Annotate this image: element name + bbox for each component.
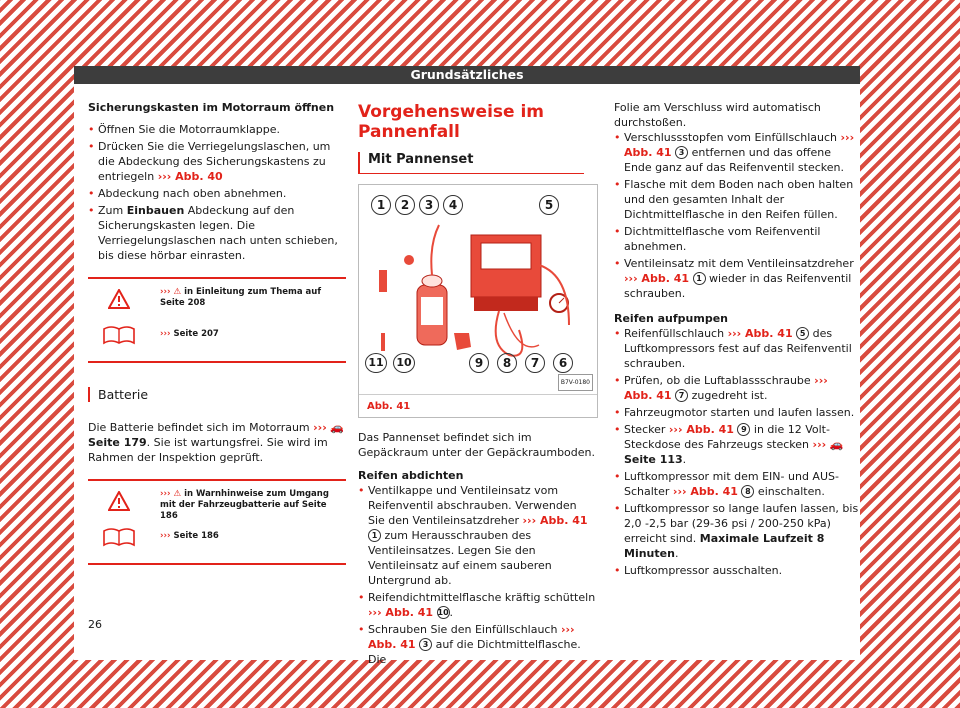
item-number: 10 [437,608,449,617]
figure-caption-bar [359,394,597,417]
item-number: 3 [419,638,432,651]
list-item: • Luftkompressor so lange laufen lassen, bis 2,0 -2,5 bar (29-36 psi / 200-250 kPa) erreicht sind. Maximale Laufzeit 8 Minuten. [614,501,860,561]
warning-box [88,277,346,363]
page-number: 26 [88,618,102,631]
warning-triangle-icon [108,289,130,309]
section-title-kit: Mit Pannenset [358,152,584,174]
list-item: • Luftkompressor ausschalten. [614,563,860,578]
page-reference[interactable]: ››› Seite 207 [160,329,219,339]
item-number: 9 [737,423,750,436]
figure-tire-repair-kit [358,184,598,418]
list-item: • Drücken Sie die Verriegelungslaschen, um die Abdeckung des Sicherungskastens zu entriegeln ››› Abb. 40 [88,139,346,184]
figure-link[interactable]: ››› Abb. 41 [672,485,738,498]
figure-link[interactable]: ››› Abb. 41 [624,374,828,402]
list-item: • Verschlussstopfen vom Einfüllschlauch ››› Abb. 41 3 entfernen und das offene Ende ganz auf das Reifenventil stecken. [614,130,860,175]
list-item: • Prüfen, ob die Luftablassschraube ››› Abb. 41 7 zugedreht ist. [614,373,860,403]
figure-labels-bottom [365,353,415,373]
car-icon: 🚗 [330,421,344,434]
book-icon [102,525,136,547]
list-item: • Öffnen Sie die Motorraumklappe. [88,122,346,137]
section-title-inflate: Reifen aufpumpen [614,312,728,325]
figure-link[interactable]: ››› Abb. 41 [522,514,588,527]
figure-label: 4 [443,195,463,215]
warning-reference[interactable]: ››› ⚠ in Einleitung zum Thema auf Seite 208 [160,287,322,308]
figure-label: 8 [497,353,517,373]
list-item: • Abdeckung nach oben abnehmen. [88,186,346,201]
item-number: 8 [741,485,754,498]
car-icon: 🚗 [829,438,844,451]
intro-text: Das Pannenset befindet sich im Gepäckraum unter der Gepäckraumboden. [358,431,596,459]
section-title-battery: Batterie [88,387,346,402]
section-title-fusebox: Sicherungskasten im Motorraum öffnen [88,101,335,114]
figure-code: B7V-0180 [558,374,593,391]
figure-link[interactable]: ››› Abb. 41 [368,606,434,619]
page-header: Grundsätzliches [74,66,860,84]
warning-reference[interactable]: ››› ⚠ in Warnhinweise zum Umgang mit der Fahrzeugbatterie auf Seite 186 [160,489,329,521]
list-item: • Ventileinsatz mit dem Ventileinsatzdreher ››› Abb. 41 1 wieder in das Reifenventil schrauben. [614,256,860,301]
list-item: • Dichtmittelflasche vom Reifenventil abnehmen. [614,224,860,254]
figure-labels-top [371,195,463,215]
list-item: • Stecker ››› Abb. 41 9 in die 12 Volt-Steckdose des Fahrzeugs stecken ››› 🚗 Seite 113. [614,422,860,467]
page-reference[interactable]: ››› Seite 186 [160,531,219,541]
page-link[interactable]: Seite 179 [88,436,147,449]
figure-label: 6 [553,353,573,373]
item-number: 1 [368,529,381,542]
item-number: 5 [796,327,809,340]
list-item: • Zum Einbauen Abdeckung auf den Sicherungskasten legen. Die Verriegelungslaschen nach unten schieben, bis diese hörbar einrasten. [88,203,346,263]
column-middle [358,100,596,669]
item-number: 3 [675,146,688,159]
page-link[interactable]: Seite 113 [624,453,683,466]
figure-label: 5 [539,195,559,215]
figure-link[interactable]: ››› Abb. 41 [727,327,793,340]
figure-link[interactable]: ››› Abb. 40 [157,170,223,183]
figure-labels-bottom-right [469,353,573,373]
warning-box [88,479,346,565]
book-icon [102,323,136,345]
list-item: • Fahrzeugmotor starten und laufen lassen. [614,405,860,420]
section-title-seal: Reifen abdichten [358,469,464,482]
figure-label: 7 [525,353,545,373]
figure-link[interactable]: ››› Abb. 41 [368,623,575,651]
figure-caption: Abb. 41 [367,401,411,412]
list-item: • Luftkompressor mit dem EIN- und AUS-Schalter ››› Abb. 41 8 einschalten. [614,469,860,499]
warning-mini-icon: ⚠ [173,287,182,297]
item-number: 7 [675,389,688,402]
figure-label: 9 [469,353,489,373]
figure-label: 2 [395,195,415,215]
item-number: 1 [693,272,706,285]
column-left [88,100,346,565]
battery-text: Die Batterie befindet sich im Motorraum ››› 🚗 Seite 179. Sie ist wartungsfrei. Sie wird im Rahmen der Inspektion geprüft. [88,421,344,464]
list-item: • Schrauben Sie den Einfüllschlauch ››› Abb. 41 3 auf die Dichtmittelflasche. Die [358,622,596,667]
paragraph: Folie am Verschluss wird automatisch durchstoßen. [614,101,821,129]
list-item: • Reifendichtmittelflasche kräftig schütteln ››› Abb. 41 10. [358,590,596,620]
figure-link[interactable]: ››› Abb. 41 [624,272,690,285]
column-right [614,100,860,580]
chapter-title: Vorgehensweise im Pannenfall [358,102,545,142]
figure-label: 1 [371,195,391,215]
list-item: • Reifenfüllschlauch ››› Abb. 41 5 des Luftkompressors fest auf das Reifenventil schrauben. [614,326,860,371]
figure-label: 3 [419,195,439,215]
list-item: • Flasche mit dem Boden nach oben halten und den gesamten Inhalt der Dichtmittelflasche in den Reifen füllen. [614,177,860,222]
figure-label: 10 [393,353,415,373]
figure-label: 11 [365,353,387,373]
figure-link[interactable]: ››› Abb. 41 [668,423,734,436]
warning-triangle-icon [108,491,130,511]
list-item: • Ventilkappe und Ventileinsatz vom Reifenventil abschrauben. Verwenden Sie den Ventileinsatzdreher ››› Abb. 41 1 zum Herausschrauben des Ventileinsatzes. Legen Sie den Ventileinsatz auf einem sauberen Untergrund ab. [358,483,596,588]
figure-link[interactable]: ››› Abb. 41 [624,131,855,159]
